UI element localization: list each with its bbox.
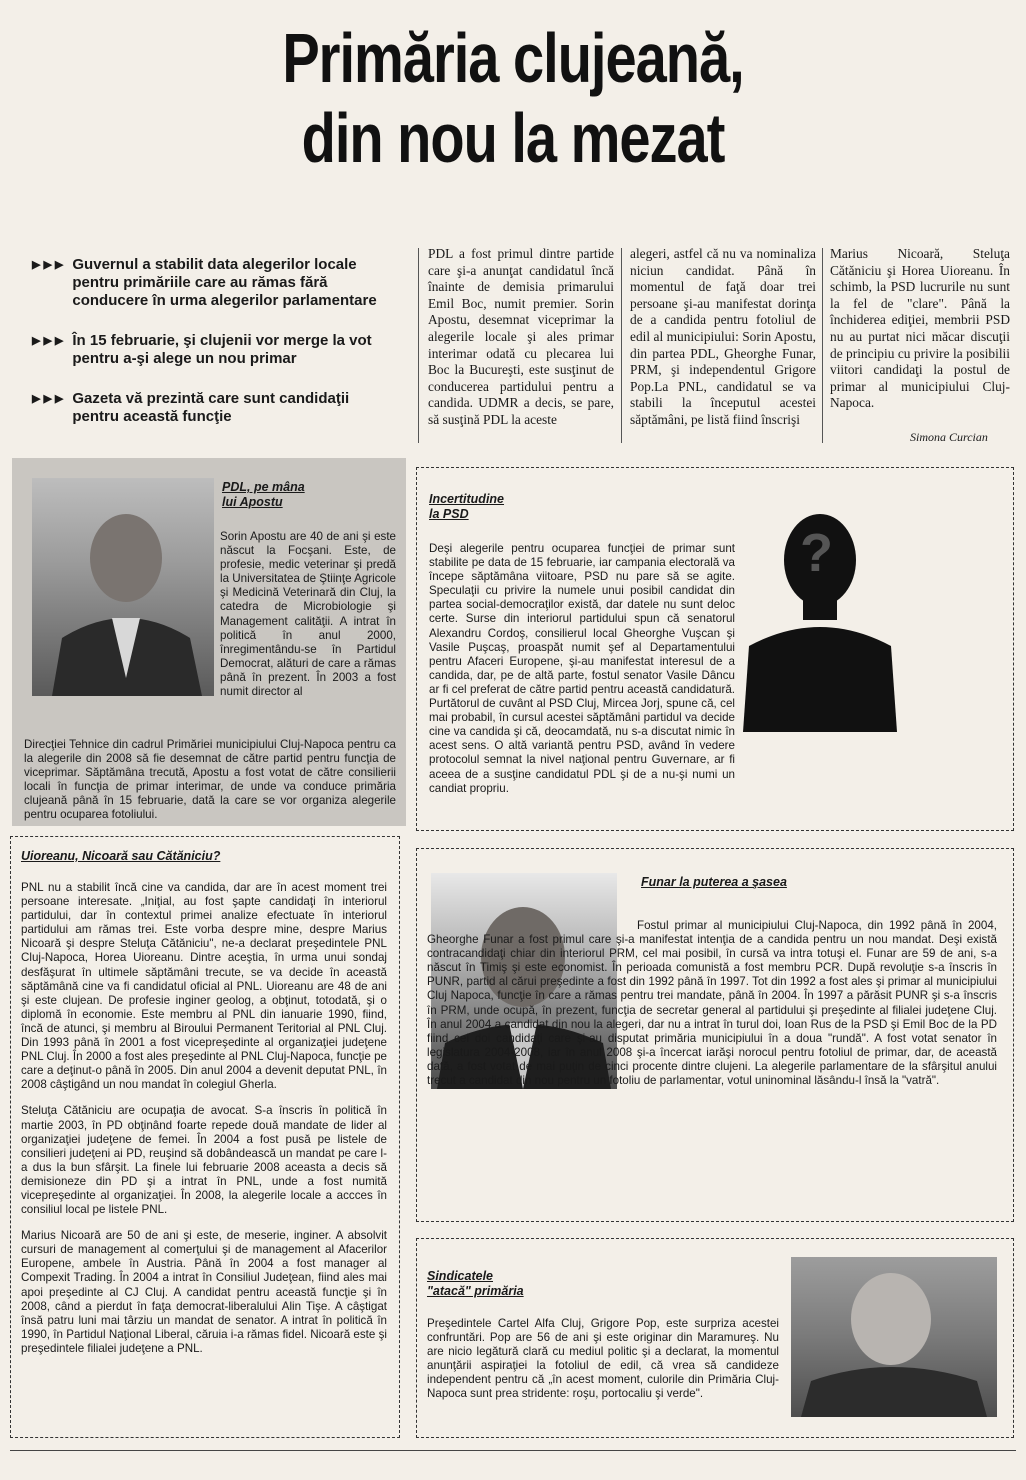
sindicate-title-line-2: "atacă" primăria — [427, 1284, 524, 1298]
question-mark: ? — [800, 523, 833, 583]
headline-line-2: din nou la mezat — [301, 98, 725, 177]
author-byline: Simona Curcian — [910, 430, 988, 444]
subheadline-text: Guvernul a stabilit data alegerilor locale pentru primăriile care au rămas fără conducere în urma alegerilor parlamentare — [72, 256, 377, 309]
sorin-apostu-photo — [32, 478, 214, 696]
psd-box — [416, 467, 1014, 831]
sindicate-title — [427, 1269, 524, 1299]
pdl-side-text: Sorin Apostu are 40 de ani şi este născut la Focşani. Este, de profesie, medic veterinar şi predă la Universitatea de Ştiinţe Agricole şi Medicină Veterinară din Cluj, la catedra de Microbiologie şi Management calităţii. A intrat în politică în anul 2000, înregimentându-se în Partidul Democrat, alături de care a rămas până în prezent. În 2003 a fost numit director al — [220, 530, 396, 699]
grigore-pop-photo — [791, 1257, 997, 1417]
pnl-paragraph-3: Marius Nicoară are 50 de ani şi este, de meserie, inginer. A absolvit cursuri de management al comerţului şi de management al Afacerilor Europene, ambele în Austria. Până în 2004 a fost manager al Compexit Trading. În 2004 a intrat în Consiliul Judeţean, fiind ales mai apoi preşedinte al CJ Cluj. A candidat pentru această funcţie şi în 2008, când a pierdut în faţa democrat-liberalului Alin Tişe. A câştigat însă patru luni mai târziu un mandat de senator. A intrat în politică în 1990, în Partidul Naţional Liberal, căruia i-a rămas fidel. Nicoară este şi preşedintele filialei judeţene a PNL. — [21, 1229, 387, 1355]
psd-text: Deşi alegerile pentru ocuparea funcţiei de primar sunt stabilite pe data de 15 februarie, iar campania electorală va începe săptămâna viitoare, PSD nu pare să se agite. Speculaţii cu privire la numele unui posibil candidat din partea social-democraţilor există, dar datele nu sunt deloc certe. Surse din interiorul partidului spun că senatorul Alexandru Cordoş, consilierul local Gheorghe Vuşcan şi Vasile Puşcaş, proaspăt numit şef al Departamentului pentru Afaceri Europene, şi-au manifestat interesul de a candida, dar, pe de altă parte, fostul senator Vasile Dâncu ar fi cel preferat de către partid pentru această candidatură. Purtătorul de cuvânt al PSD Cluj, Mircea Jorj, spune că, cel mai probabil, în cursul acestei săptămâni partidul va decide cine va candida şi că, deocamdată, nu s-a discutat nimic în acest sens. O altă variantă pentru PSD, având în vedere protocolul semnat la nivel naţional pentru Guvernare, ar fi aceea de a susţine candidatul PDL şi de a nu-şi numi un candiat propriu. — [429, 542, 735, 795]
sindicate-title-line-1: Sindicatele — [427, 1269, 493, 1283]
triple-arrow-icon: ▶▶▶ — [32, 259, 67, 271]
subheadline-item — [32, 256, 397, 310]
triple-arrow-icon: ▶▶▶ — [32, 393, 67, 405]
headline — [0, 18, 1026, 178]
psd-title-line-1: Incertitudine — [429, 492, 505, 506]
sindicate-box — [416, 1238, 1014, 1438]
column-divider — [418, 248, 419, 443]
funar-box — [416, 848, 1014, 1222]
page-bottom-rule — [10, 1450, 1016, 1451]
pdl-title-line-2: lui Apostu — [222, 495, 283, 509]
subheadline-text: În 15 februarie, şi clujenii vor merge la vot pentru a-şi alege un nou primar — [72, 332, 372, 367]
subheadline-item — [32, 390, 397, 426]
subheadline-text: Gazeta vă prezintă care sunt candidaţii pentru această funcţie — [72, 390, 350, 425]
lead-column-1: PDL a fost primul dintre partide care şi-a anunţat candidatul încă înainte de demisia primarului Emil Boc, numit premier. Sorin Apostu, desemnat viceprimar la alegerile locale şi ales primar interimar odată cu plecarea lui Boc la Bucureşti, este susţinut de conducerea partidului pentru a candida. UDMR a decis, se pare, să susţină PDL la aceste — [428, 246, 614, 427]
pnl-paragraph-2: Steluţa Cătăniciu are ocupaţia de avocat. S-a înscris în politică în martie 2003, în PD obţinând foarte repede două mandate de lider al organizaţiei judeţene de femei. În 2004 a fost pusă pe listele de consilieri judeţeni ai PD, reuşind să dobândească un mandat pe care l-a dus la bun sfârşit. La finele lui februarie 2008 aceasta a decis să demisioneze din PD şi a intrat în PNL, unde a fost numită vicepreşedinte al organizaţiei. În 2008, la alegerile locale a accces în consiliul local pe listele PNL. — [21, 1104, 387, 1217]
headline-line-1: Primăria clujeană, — [282, 18, 744, 97]
pdl-title — [222, 480, 392, 510]
pnl-text — [21, 881, 387, 1368]
funar-title: Funar la puterea a şasea — [641, 875, 787, 889]
subheadline-item — [32, 332, 397, 368]
pdl-box — [12, 458, 406, 826]
pnl-title: Uioreanu, Nicoară sau Cătăniciu? — [21, 849, 221, 863]
funar-text: Fostul primar al municipiului Cluj-Napoca, din 1992 până în 2004, Gheorghe Funar a fost primul care şi-a manifestat intenţia de a candida pentru un nou mandat. Deşi există contracandidaţi chiar din interiorul PRM, cel mai posibil, în cursă va intra totuşi el. Funar are 59 de ani, s-a născut în Timiş şi este economist. În perioada comunistă a fost membru PCR. După revoluţie s-a înscris în PUNR, partid al cărui preşedinte a fost din 1992 până în 1997. Tot din 1992 a fost ales şi primar al municipiului Cluj Napoca, funcţie în care a rămas pentru trei mandate, până în 2004. În 1997 a părăsit PUNR şi s-a înscris în PRM, unde ocupă, în prezent, funcţia de secretar general al partidului şi preşedinte al filialei judeţene Cluj. În anul 2004 a candidat din nou la alegeri, dar nu a intrat în turul doi, Ioan Rus de la PSD şi Emil Boc de la PD fiind cei doi candidaţi care şi-au disputat primăria municipiului în a doua "rundă". A fost votat senator în legislatura 2004-2008, iar în anul 2008 şi-a încercat iarăşi norocul pentru fotoliul de primar, dar, de această dată, a fost votat de mai puţin de cinci procente dintre clujeni. La alegerile parlamentare de la sfârşitul anului trecut a candidat din nou pentru un fotoliu de parlamentar, votul uninominal lăsându-l însă la "vatră". — [427, 919, 997, 1088]
subheadline-list — [32, 256, 397, 448]
lead-column-2: alegeri, astfel că nu va nominaliza niciun candidat. Până în momentul de faţă doar trei persoane şi-au manifestat dorinţa de a candida pentru fotoliul de edil al municipiului: Sorin Apostu, din partea PDL, Gheorghe Funar, PRM, şi independentul Grigore Pop.La PNL, candidatul se va stabili la începutul acestei săptămâni, pe listă fiind înscrişi — [630, 246, 816, 427]
lead-column-3: Marius Nicoară, Steluţa Cătăniciu şi Horea Uioreanu. În schimb, la PSD lucrurile nu sunt la fel de "clare". Până la închiderea ediţiei, membrii PSD nu au purtat nici măcar discuţii de principiu cu privire la posibilii viitori candidaţi la postul de primar al municipiului Cluj-Napoca. — [830, 246, 1010, 411]
sindicate-text: Preşedintele Cartel Alfa Cluj, Grigore Pop, este surpriza acestei confruntări. Pop are 56 de ani şi este originar din Maramureş. Nu are nicio legătură clară cu mediul politic şi a declarat, la momentul anunţării aspiraţiei la fotoliul de edil, că vrea să candideze independent pentru că „în acest moment, culorile din Primăria Cluj-Napoca sunt prea stridente: roşu, portocaliu şi verde". — [427, 1317, 779, 1401]
column-divider — [621, 248, 622, 443]
pnl-box — [10, 836, 400, 1438]
pdl-continued-text: Direcţiei Tehnice din cadrul Primăriei municipiului Cluj-Napoca pentru ca la alegerile din 2008 să fie desemnat de către partid pentru funcţia de viceprimar. Săptămâna trecută, Apostu a fost votat de către consilierii locali în funcţia de primar interimar, de unde va conduce primăria clujeană până în 15 februarie, dată la care se vor organiza alegerile pentru ocuparea fotoliului. — [24, 738, 396, 822]
portrait-figure-icon — [32, 478, 214, 696]
triple-arrow-icon: ▶▶▶ — [32, 335, 67, 347]
unknown-candidate-silhouette — [743, 496, 897, 732]
column-divider — [822, 248, 823, 443]
pdl-title-line-1: PDL, pe mâna — [222, 480, 305, 494]
pnl-paragraph-1: PNL nu a stabilit încă cine va candida, dar are în acest moment trei persoane interesate. „Iniţial, au fost şapte candidaţi în interiorul partidului, dar în contextul primei analize efectuate în interiorul partidului am rămas trei. Este vorba despre mine, despre Marius Nicoară şi despre Steluţa Cătăniciu", ne-a declarat preşedintele PNL Cluj-Napoca, Horea Uioreanu. Dintre aceştia, în urma unui sondaj desfăşurat în ultimele săptămâni trecute, se va decide în această săptămână cine va fi candidatul oficial al PNL. Uioreanu are 48 de ani şi este clujean. De profesie inginer geolog, a obţinut, totodată, şi o diplomă în economie. Este membru al PNL din ianuarie 1990, fiind, încă de atunci, şi membru al Biroului Permanent Teritorial al PNL Cluj. Din 1993 până în 2001 a fost vicepreşedinte al organizaţiei judeţene PNL Cluj. În 2000 a fost ales preşedinte al PNL Cluj-Napoca, funcţie pe care a deţinut-o până în 2005. Din anul 2004 a devenit deputat PNL, în 2008 câştigând un nou mandat în colegiul Gherla. — [21, 881, 387, 1092]
psd-title — [429, 492, 504, 522]
psd-title-line-2: la PSD — [429, 507, 469, 521]
portrait-figure-icon — [791, 1257, 997, 1417]
